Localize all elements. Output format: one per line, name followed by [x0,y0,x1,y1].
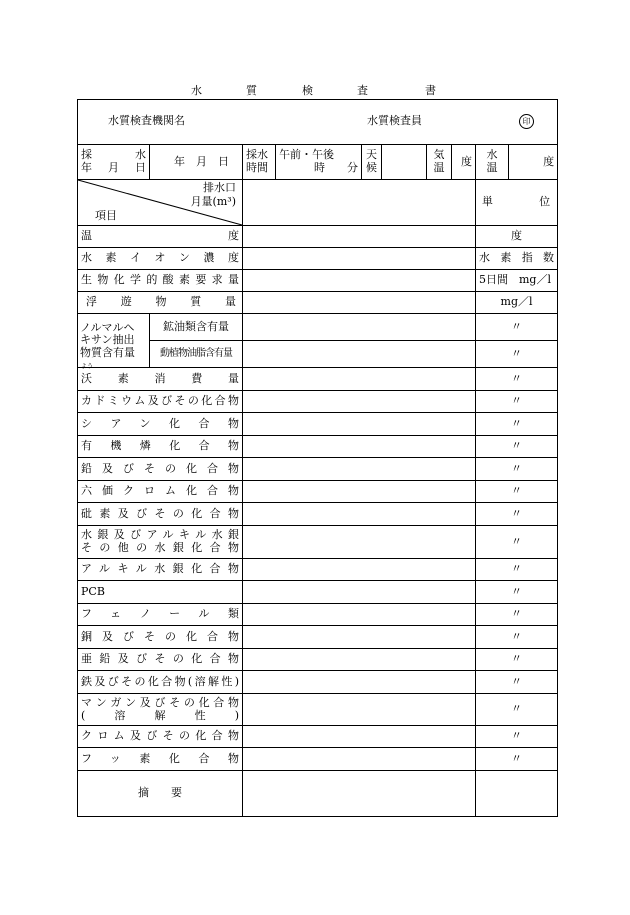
item-label-cell: 鉛及びその化合物 [78,458,243,481]
water-temp-unit: 度 [509,145,558,180]
header-row [78,100,558,145]
value-cell [243,581,476,604]
item-label-cell: カドミウム及びその化合物 [78,391,243,413]
value-cell [243,270,476,292]
air-temp-label-line2: 温 [433,161,445,174]
mercury-label-line1: 水銀及びアルキル水銀 [81,528,239,542]
value-cell [243,314,476,341]
water-temp-label [476,145,509,180]
item-label-cell [78,694,243,726]
summary-unit-cell [476,771,558,817]
monthly-volume-label: 月量(m³) [190,195,236,208]
sampling-date-label [78,145,150,180]
weather-value [382,145,427,180]
unit-label-right: 位 [539,195,551,209]
value-cell [243,604,476,626]
unit-cell: 〃 [476,341,558,368]
item-label-cell: 生物化学的酸素要求量 [78,270,243,292]
summary-value-cell [243,771,476,817]
unit-cell: 〃 [476,526,558,559]
unit-cell: 〃 [476,503,558,526]
agency-name-label: 水質検査機関名 [108,114,185,127]
item-label-cell: フッ素化合物 [78,748,243,771]
item-label-cell: 鉄及びその化合物(溶解性) [78,671,243,694]
unit-cell: 〃 [476,726,558,748]
title-char: 水 [191,84,202,97]
unit-cell: 〃 [476,314,558,341]
normal-hexane-group-label [78,314,150,368]
item-label-cell: クロム及びその化合物 [78,726,243,748]
unit-cell: 〃 [476,436,558,458]
title-char: 査 [357,84,368,97]
item-label-cell: 温度 [78,226,243,248]
value-cell [243,248,476,270]
normal-hexane-line3: 物質含有量 [80,345,135,359]
sampling-time-label-line1: 採水 [246,148,268,162]
value-cell [243,559,476,581]
manganese-label-line2: ( 溶 解 性 ) [81,708,239,722]
item-label-cell: シアン化合物 [78,413,243,436]
value-cell [243,368,476,391]
unit-cell: 〃 [476,649,558,671]
value-cell [243,626,476,649]
unit-cell: 5日間 mg／l [476,270,558,292]
item-label-cell [78,526,243,559]
inspector-label: 水質検査員 [367,114,422,127]
seal-mark: 印 [519,114,534,129]
air-temp-label [427,145,452,180]
item-label-cell: 水素イオン濃度 [78,248,243,270]
value-cell [243,292,476,314]
item-label-cell [78,362,243,391]
unit-cell: 〃 [476,694,558,726]
item-label-cell: PCB [78,581,243,604]
value-cell [243,726,476,748]
outlet-label: 排水口 [203,181,236,194]
title-char: 書 [425,84,436,97]
outlet-data-cell [243,180,476,226]
unit-cell: 〃 [476,671,558,694]
title-char: 検 [302,84,313,97]
unit-cell: 〃 [476,458,558,481]
unit-cell: 〃 [476,748,558,771]
sampling-time-label-line2: 時間 [246,161,268,174]
value-cell [243,413,476,436]
unit-cell: 〃 [476,481,558,503]
am-pm-text: 午前・午後 [279,148,334,162]
value-cell [243,481,476,503]
sampling-date-value: 年 月 日 [150,145,243,180]
unit-cell: 水素指数 [476,248,558,270]
title-char: 質 [246,84,257,97]
summary-label: 摘 要 [78,771,243,817]
unit-cell: 〃 [476,604,558,626]
normal-hexane-line1: ノルマルヘ [80,320,135,334]
weather-label-line1: 天 [366,148,377,162]
item-label: 項目 [95,209,117,223]
mineral-oil-label: 鉱油類含有量 [150,314,243,341]
value-cell [243,436,476,458]
item-label-cell: 浮遊物質量 [78,292,243,314]
value-cell [243,748,476,771]
value-cell [243,503,476,526]
document-title [0,82,630,100]
iodine-label-text: 沃素消費量 [81,371,239,385]
water-temp-label-line2: 温 [486,161,498,174]
unit-cell: mg／l [476,292,558,314]
value-cell [243,226,476,248]
mercury-label-line2: その他の水銀化合物 [81,541,239,554]
unit-cell: 〃 [476,626,558,649]
item-label-cell: 亜鉛及びその化合物 [78,649,243,671]
unit-header [476,180,558,226]
animal-vegetable-oil-label: 動植物油脂含有量 [150,341,243,368]
value-cell [243,458,476,481]
unit-cell: 〃 [476,559,558,581]
value-cell [243,391,476,413]
value-cell [243,526,476,559]
sampling-time-label [243,145,276,180]
inspection-form-table [77,99,558,817]
air-temp-unit: 度 [452,145,476,180]
sampling-date-label-line1: 採 水 [81,148,146,162]
value-cell [243,694,476,726]
item-outlet-header [78,180,243,226]
ruby-text: よう [81,362,94,370]
unit-cell: 〃 [476,581,558,604]
water-temp-label-line1: 水 [486,148,498,162]
weather-label-line2: 候 [366,161,377,174]
unit-cell: 〃 [476,368,558,391]
value-cell [243,341,476,368]
unit-label-left: 単 [482,195,493,209]
item-label-cell: アルキル水銀化合物 [78,559,243,581]
sampling-time-value [276,145,362,180]
weather-label [362,145,382,180]
value-cell [243,649,476,671]
unit-cell: 〃 [476,413,558,436]
value-cell [243,671,476,694]
unit-cell: 度 [476,226,558,248]
item-label-cell: 六価クロム化合物 [78,481,243,503]
manganese-label-line1: マンガン及びその化合物 [81,695,239,709]
unit-cell: 〃 [476,391,558,413]
sampling-date-label-line2: 年月日 [81,161,146,174]
normal-hexane-line2: キサン抽出 [80,333,135,347]
item-label-cell: 有機燐化合物 [78,436,243,458]
air-temp-label-line1: 気 [433,148,445,162]
item-label-cell: 銅及びその化合物 [78,626,243,649]
item-label-cell: フェノール類 [78,604,243,626]
hour-minute-text: 時 分 [314,161,358,174]
item-label-cell: 砒素及びその化合物 [78,503,243,526]
iodine-consumption-label [81,362,239,386]
